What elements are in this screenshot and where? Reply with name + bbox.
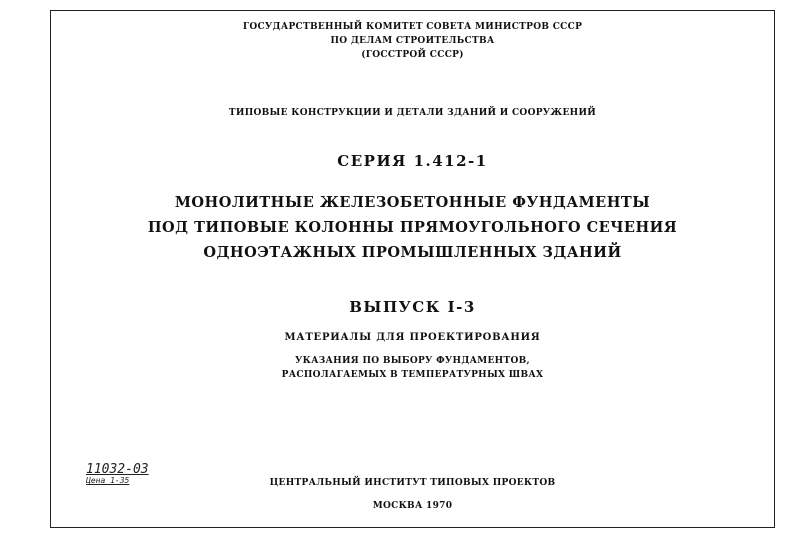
section-heading: МАТЕРИАЛЫ ДЛЯ ПРОЕКТИРОВАНИЯ xyxy=(284,332,541,343)
category-heading: ТИПОВЫЕ КОНСТРУКЦИИ И ДЕТАЛИ ЗДАНИЙ И СООРУЖЕНИЙ xyxy=(228,108,597,118)
page-border xyxy=(50,10,775,528)
imprint-place-year: МОСКВА 1970 xyxy=(372,501,453,511)
stamp-price: Цена 1-35 xyxy=(86,476,130,485)
issue-number: ВЫПУСК I-3 xyxy=(349,298,476,316)
header-ministry: ГОСУДАРСТВЕННЫЙ КОМИТЕТ СОВЕТА МИНИСТРОВ СССР xyxy=(242,22,583,32)
subsection-line-2: РАСПОЛАГАЕМЫХ В ТЕМПЕРАТУРНЫХ ШВАХ xyxy=(281,370,544,380)
publisher-name: ЦЕНТРАЛЬНЫЙ ИНСТИТУТ ТИПОВЫХ ПРОЕКТОВ xyxy=(269,478,556,488)
stamp-code: 11032-03 xyxy=(86,462,149,477)
series-number: СЕРИЯ 1.412-1 xyxy=(337,152,488,170)
subsection-line-1: УКАЗАНИЯ ПО ВЫБОРУ ФУНДАМЕНТОВ, xyxy=(295,356,530,366)
title-line-2: ПОД ТИПОВЫЕ КОЛОННЫ ПРЯМОУГОЛЬНОГО СЕЧЕНИЯ xyxy=(147,219,678,236)
title-line-3: ОДНОЭТАЖНЫХ ПРОМЫШЛЕННЫХ ЗДАНИЙ xyxy=(203,244,622,261)
header-gosstroy: (ГОССТРОЙ СССР) xyxy=(361,50,464,60)
title-line-1: МОНОЛИТНЫЕ ЖЕЛЕЗОБЕТОННЫЕ ФУНДАМЕНТЫ xyxy=(174,194,651,211)
header-department: ПО ДЕЛАМ СТРОИТЕЛЬСТВА xyxy=(330,36,495,46)
